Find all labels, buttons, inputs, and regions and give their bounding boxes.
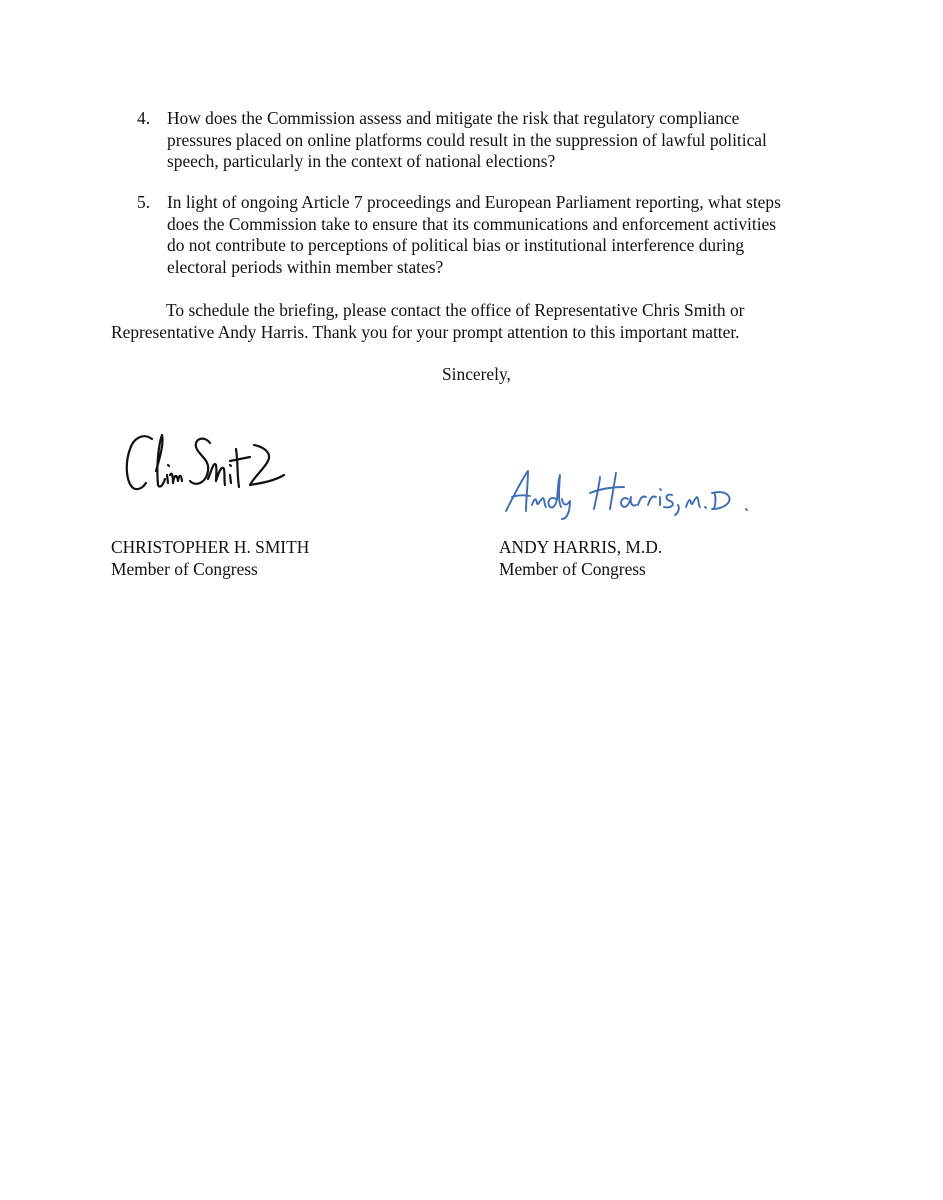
question-number: 4. [137,108,151,128]
question-line: does the Commission take to ensure that its communications and enforcement activities [167,213,777,234]
question-text [167,108,839,173]
signature-stroke [208,464,225,485]
signature-ink [506,471,747,519]
signer-title: Member of Congress [499,558,646,579]
signature-stroke [190,439,210,484]
signature-ink [127,435,284,489]
signature-stroke [746,509,747,510]
signature-stroke [705,507,706,508]
signature-stroke [168,465,169,466]
signature-stroke [664,495,673,508]
signature-stroke [156,435,165,487]
signature-stroke [621,497,636,507]
question-line: pressures placed on online platforms could result in the suppression of lawful political [167,129,767,150]
signature-stroke [506,471,530,511]
signature-stroke [548,475,561,508]
closing-line: Representative Andy Harris. Thank you for your prompt attention to this important matter. [111,321,740,342]
signer-block-harris [499,537,662,580]
signer-block-smith [111,537,309,580]
signature-stroke [562,499,570,519]
signature-stroke [230,449,250,487]
signature-stroke [230,465,231,483]
signature-harris [500,465,770,520]
question-line: How does the Commission assess and mitigate the risk that regulatory compliance [167,108,740,128]
signature-stroke [712,492,730,509]
signature-smith [118,425,298,500]
question-line: electoral periods within member states? [167,256,444,277]
question-line: speech, particularly in the context of national elections? [167,151,556,171]
signature-stroke [660,489,661,505]
question-line: In light of ongoing Article 7 proceedings and European Parliament reporting, what steps [167,192,781,212]
signature-stroke [675,505,679,515]
signer-name: ANDY HARRIS, M.D. [499,537,663,557]
closing-line: To schedule the briefing, please contact the office of Representative Chris Smith or [166,300,745,320]
signature-stroke [532,498,546,507]
signature-stroke [250,445,284,485]
signature-stroke [686,497,700,507]
question-number: 5. [137,192,151,212]
signer-title: Member of Congress [111,558,258,579]
closing-paragraph [111,300,851,343]
signature-stroke [638,496,656,505]
question-line: do not contribute to perceptions of political bias or institutional interference during [167,235,745,255]
signature-stroke [167,474,182,483]
signature-stroke [127,436,152,489]
signature-stroke [590,473,624,509]
question-text [167,192,839,278]
sign-off: Sincerely, [442,364,511,384]
signer-name: CHRISTOPHER H. SMITH [111,537,310,557]
